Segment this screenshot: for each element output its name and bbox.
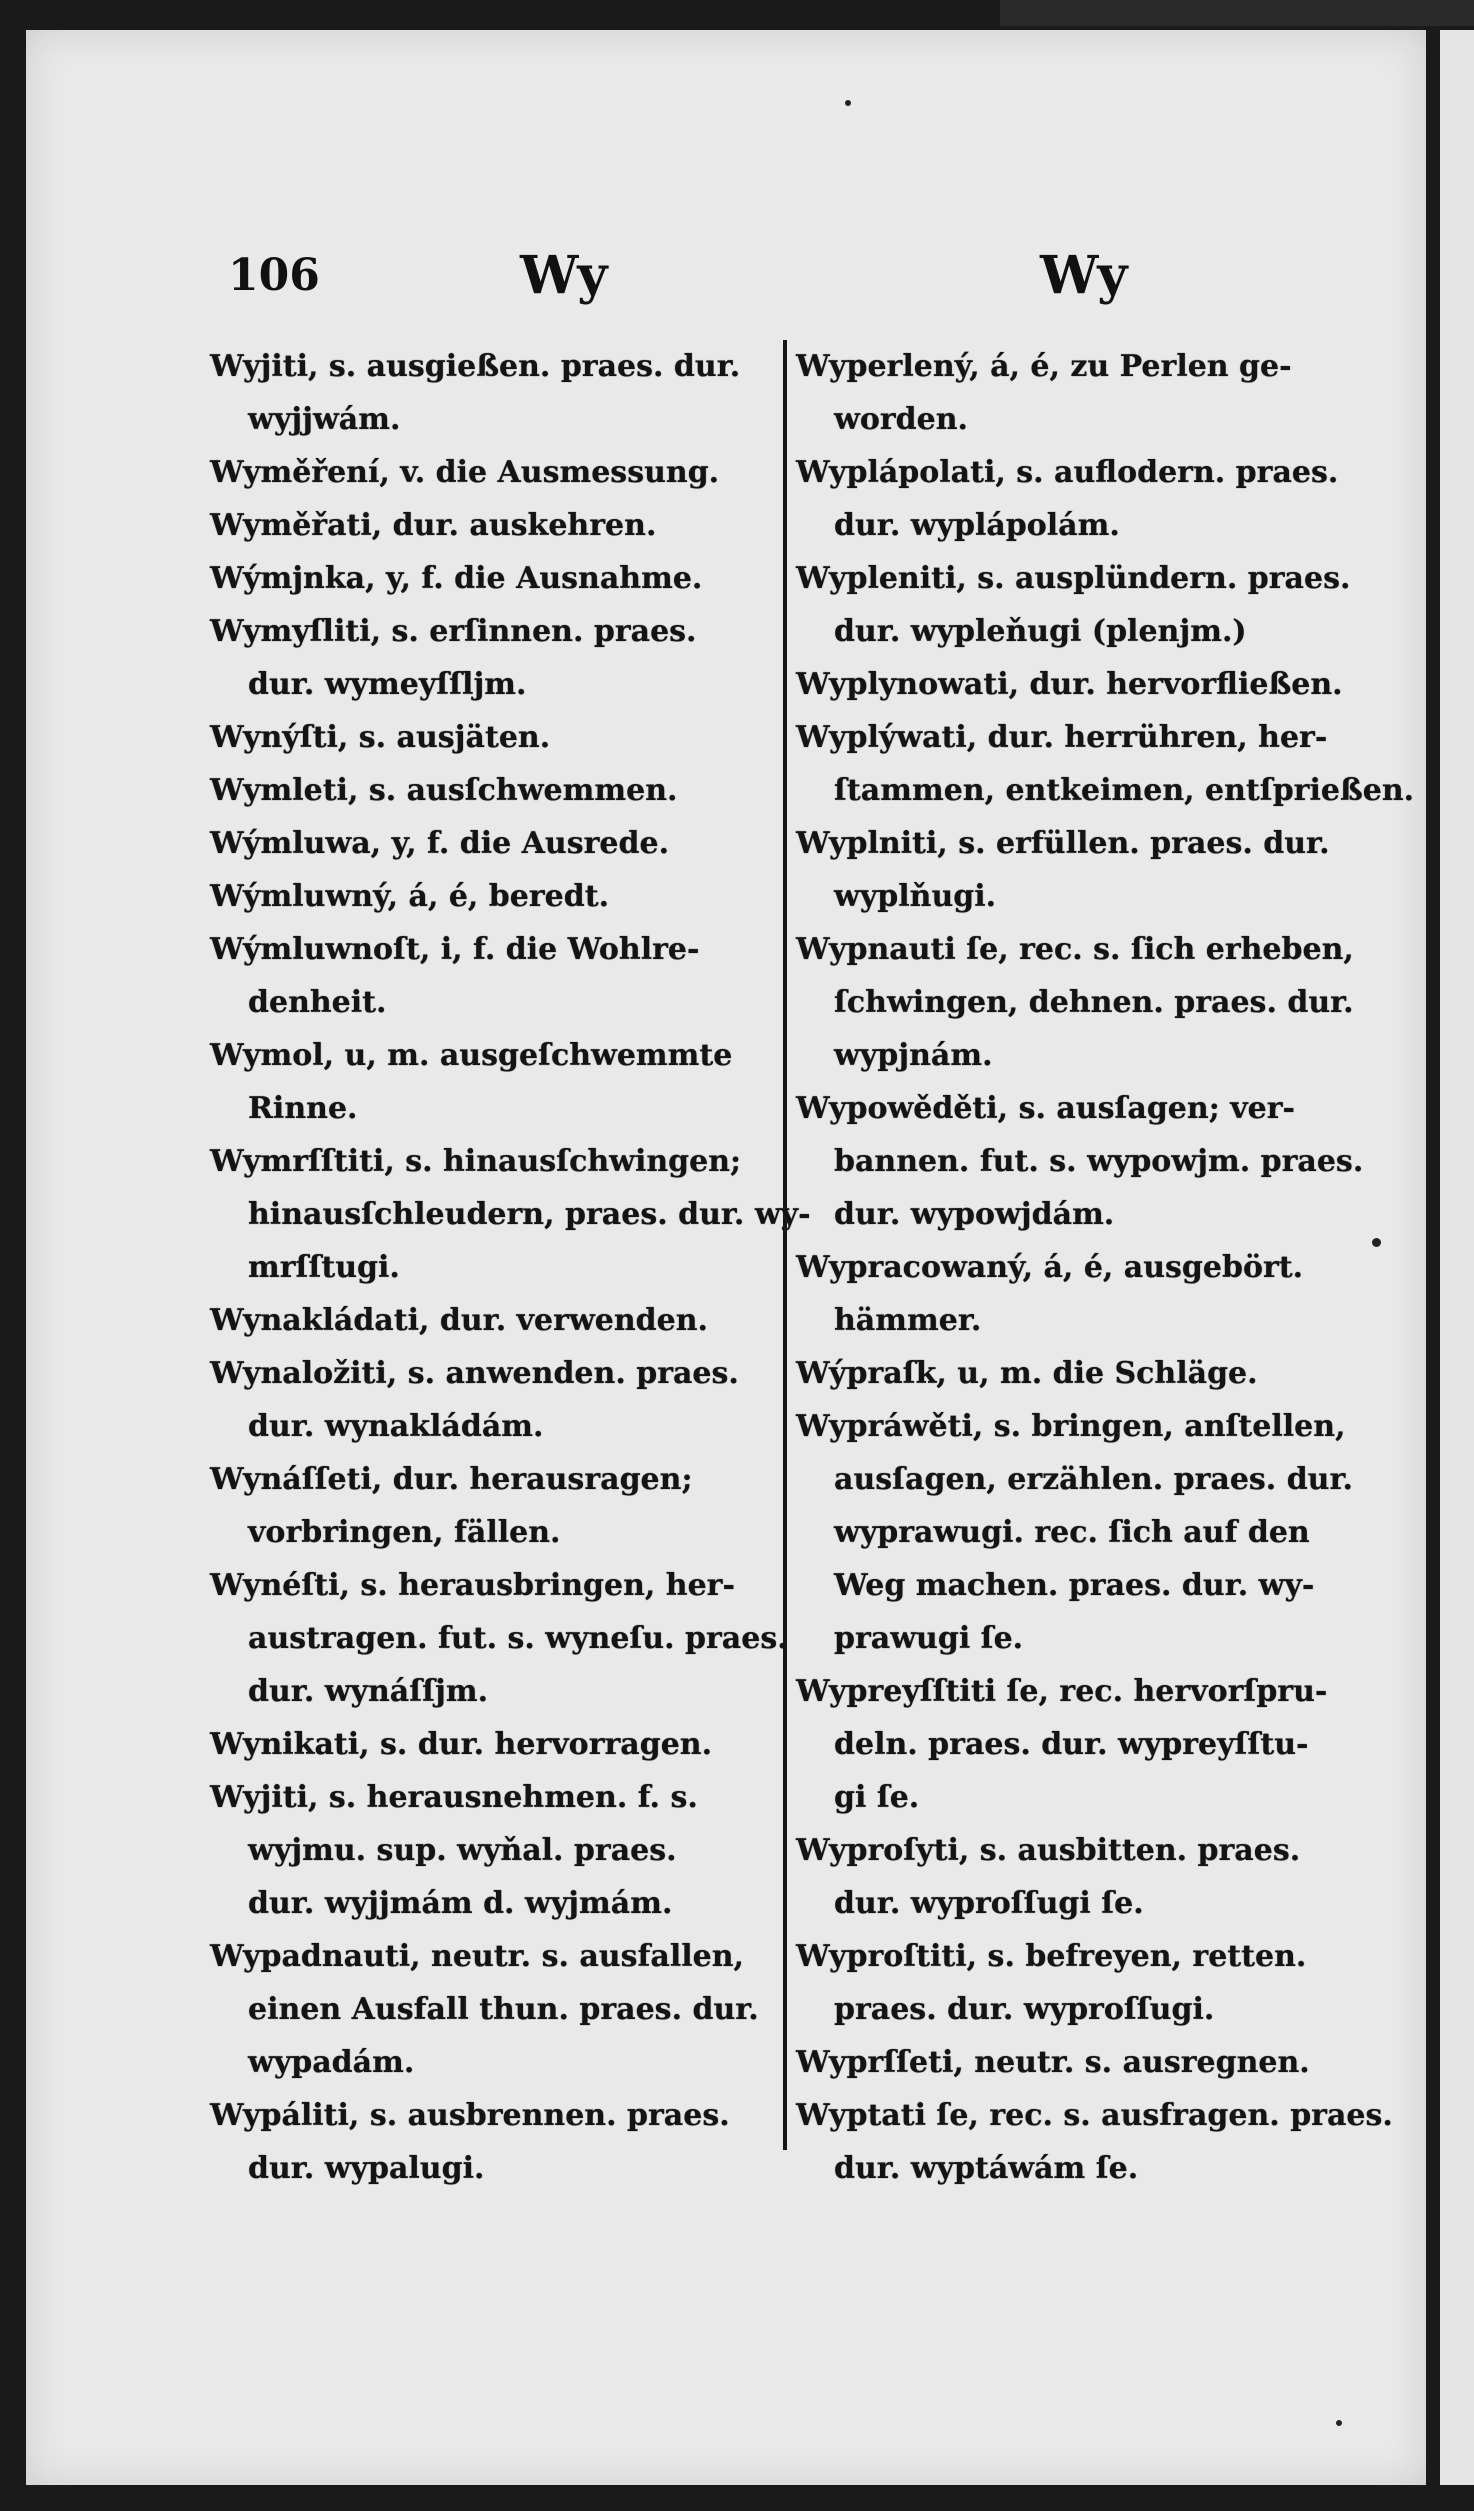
dictionary-line: vorbringen, fällen. [248,1515,561,1550]
dictionary-line: dur. wyplápolám. [834,508,1120,543]
dictionary-line: Weg machen. praes. dur. wy- [834,1568,1315,1603]
dictionary-line: denheit. [248,985,387,1020]
dictionary-line: Wýpraſk, u, m. die Schläge. [796,1356,1258,1391]
page-number: 106 [228,250,320,301]
dictionary-line: Wypráwěti, s. bringen, anſtellen, [796,1409,1346,1444]
dictionary-line: wypadám. [248,2045,415,2080]
dictionary-line: Wyprſſeti, neutr. s. ausregnen. [796,2045,1310,2080]
dictionary-line: dur. wyptáwám ſe. [834,2151,1139,2186]
dictionary-line: Wypracowaný, á, é, ausgebört. [796,1250,1304,1285]
dictionary-line: Wyplniti, s. erfüllen. praes. dur. [796,826,1330,861]
dictionary-line: praes. dur. wyproſſugi. [834,1992,1215,2027]
dictionary-line: Wymrſſtiti, s. hinausſchwingen; [210,1144,742,1179]
dictionary-line: Wymol, u, m. ausgeſchwemmte [210,1038,733,1073]
ink-speck [1336,2420,1342,2426]
dictionary-line: Rinne. [248,1091,358,1126]
dictionary-line: wyprawugi. rec. ſich auf den [834,1515,1310,1550]
dictionary-line: dur. wynakládám. [248,1409,544,1444]
dictionary-line: Wynéſti, s. herausbringen, her- [210,1568,735,1603]
running-head-left: Wy [520,245,608,306]
dictionary-line: worden. [834,402,968,437]
dictionary-line: Wynáſſeti, dur. herausragen; [210,1462,693,1497]
running-head-right: Wy [1040,245,1128,306]
dictionary-line: mrſſtugi. [248,1250,400,1285]
dictionary-line: Wyproſyti, s. ausbitten. praes. [796,1833,1301,1868]
dictionary-line: wyjjwám. [248,402,401,437]
dictionary-line: dur. wypalugi. [248,2151,485,2186]
dictionary-line: wypjnám. [834,1038,993,1073]
dictionary-line: hämmer. [834,1303,982,1338]
dictionary-line: Wyjiti, s. herausnehmen. f. s. [210,1780,698,1815]
ink-speck [845,100,851,106]
scan-edge-shadow [1000,0,1474,26]
column-divider [783,340,787,2150]
dictionary-line: Wypáliti, s. ausbrennen. praes. [210,2098,730,2133]
dictionary-line: hinausſchleudern, praes. dur. wy- [248,1197,811,1232]
dictionary-line: wyplňugi. [834,879,997,914]
dictionary-line: dur. wynáſſjm. [248,1674,489,1709]
dictionary-line: dur. wypleňugi (plenjm.) [834,614,1247,649]
dictionary-line: Wymyſliti, s. erſinnen. praes. [210,614,697,649]
dictionary-line: Wyplýwati, dur. herrühren, her- [796,720,1328,755]
dictionary-line: Wypreyſſtiti ſe, rec. hervorſpru- [796,1674,1328,1709]
dictionary-line: Wyměřati, dur. auskehren. [210,508,657,543]
dictionary-line: Wyperlený, á, é, zu Perlen ge- [796,349,1292,384]
dictionary-line: Wyproſtiti, s. befreyen, retten. [796,1939,1307,1974]
ink-speck [1372,1238,1381,1247]
dictionary-line: ausſagen, erzählen. praes. dur. [834,1462,1353,1497]
dictionary-line: austragen. fut. s. wyneſu. praes. [248,1621,788,1656]
dictionary-line: Wymleti, s. ausſchwemmen. [210,773,678,808]
dictionary-line: Wyplápolati, s. auflodern. praes. [796,455,1339,490]
dictionary-line: Wýmluwa, y, f. die Ausrede. [210,826,670,861]
left-column [210,340,811,2195]
dictionary-line: Wyměření, v. die Ausmessung. [210,455,720,490]
dictionary-line: Wyptati ſe, rec. s. ausfragen. praes. [796,2098,1393,2133]
dictionary-line: dur. wymeyſſljm. [248,667,527,702]
dictionary-line: Wypowěděti, s. ausſagen; ver- [796,1091,1295,1126]
dictionary-line: dur. wyproſſugi ſe. [834,1886,1144,1921]
dictionary-line: gi ſe. [834,1780,920,1815]
dictionary-line: ſchwingen, dehnen. praes. dur. [834,985,1354,1020]
dictionary-line: Wyjiti, s. ausgießen. praes. dur. [210,349,741,384]
dictionary-line: Wynakládati, dur. verwenden. [210,1303,708,1338]
dictionary-line: Wypleniti, s. ausplündern. praes. [796,561,1351,596]
right-column [796,340,1415,2195]
dictionary-line: einen Ausfall thun. praes. dur. [248,1992,759,2027]
dictionary-line: Wýmjnka, y, f. die Ausnahme. [210,561,703,596]
dictionary-line: deln. praes. dur. wypreyſſtu- [834,1727,1309,1762]
dictionary-line: Wynaložiti, s. anwenden. praes. [210,1356,739,1391]
dictionary-line: prawugi ſe. [834,1621,1024,1656]
dictionary-line: Wýmluwný, á, é, beredt. [210,879,610,914]
dictionary-line: Wypadnauti, neutr. s. ausfallen, [210,1939,744,1974]
dictionary-line: bannen. fut. s. wypowjm. praes. [834,1144,1364,1179]
dictionary-line: Wynýſti, s. ausjäten. [210,720,551,755]
dictionary-line: dur. wypowjdám. [834,1197,1115,1232]
dictionary-line: Wypnauti ſe, rec. s. ſich erheben, [796,932,1354,967]
dictionary-line: dur. wyjjmám d. wyjmám. [248,1886,673,1921]
dictionary-line: Wyplynowati, dur. hervorfließen. [796,667,1343,702]
dictionary-line: wyjmu. sup. wyňal. praes. [248,1833,677,1868]
dictionary-line: Wýmluwnoſt, i, f. die Wohlre- [210,932,700,967]
dictionary-line: Wynikati, s. dur. hervorragen. [210,1727,713,1762]
dictionary-line: ſtammen, entkeimen, entſprießen. [834,773,1415,808]
adjacent-page-edge [1440,30,1474,2485]
